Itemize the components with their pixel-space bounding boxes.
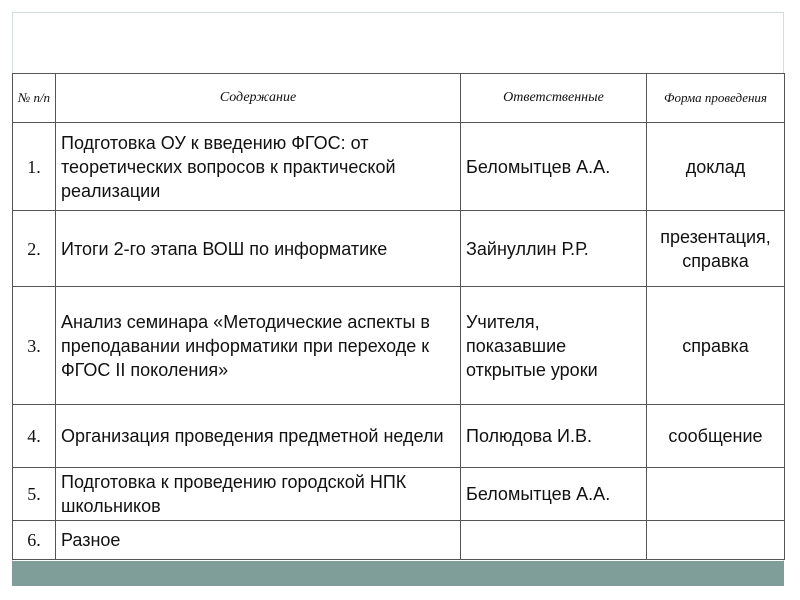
row-number: 2. [13,211,56,287]
row-content: Анализ семинара «Методические аспекты в преподавании информатики при переходе к ФГОС II поколения» [56,287,461,405]
row-responsible: Беломытцев А.А. [461,468,647,521]
header-number: № п/п [13,74,56,123]
table-row [13,521,785,560]
table-header-row [13,74,785,123]
row-responsible [461,521,647,560]
row-content: Разное [56,521,461,560]
header-responsible: Ответственные [461,74,647,123]
row-responsible: Учителя, показавшие открытые уроки [461,287,647,405]
row-number: 4. [13,405,56,468]
plan-table [12,73,785,560]
row-content: Организация проведения предметной недели [56,405,461,468]
row-number: 5. [13,468,56,521]
row-form [647,521,785,560]
slide-footer-band [12,561,784,586]
header-content: Содержание [56,74,461,123]
row-form [647,468,785,521]
table-row [13,468,785,521]
table-row [13,405,785,468]
header-form: Форма проведения [647,74,785,123]
row-form: сообщение [647,405,785,468]
row-number: 6. [13,521,56,560]
row-content: Подготовка к проведению городской НПК школьников [56,468,461,521]
row-form: доклад [647,123,785,211]
table-row [13,211,785,287]
row-form: справка [647,287,785,405]
row-form: презентация, справка [647,211,785,287]
table-row [13,123,785,211]
row-responsible: Зайнуллин Р.Р. [461,211,647,287]
row-number: 1. [13,123,56,211]
row-responsible: Беломытцев А.А. [461,123,647,211]
row-content: Подготовка ОУ к введению ФГОС: от теоретических вопросов к практической реализации [56,123,461,211]
row-responsible: Полюдова И.В. [461,405,647,468]
row-number: 3. [13,287,56,405]
row-content: Итоги 2-го этапа ВОШ по информатике [56,211,461,287]
table-row [13,287,785,405]
